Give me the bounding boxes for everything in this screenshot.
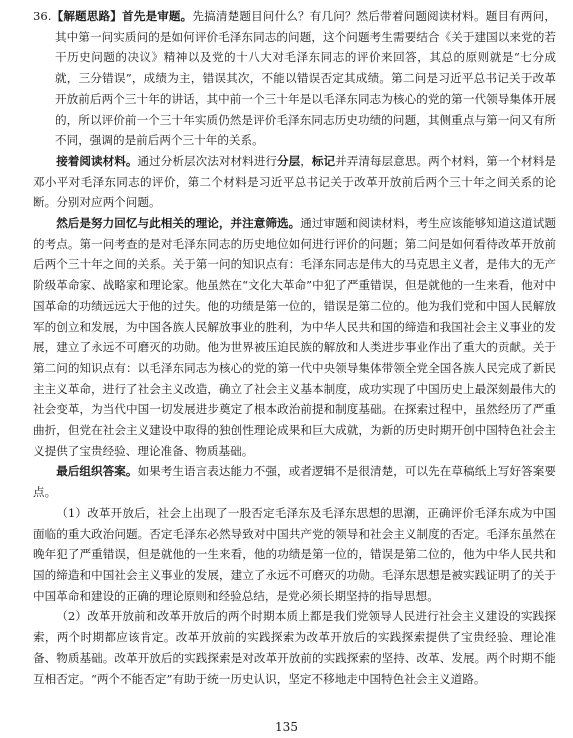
paragraph-theory [33,213,556,461]
paragraph-lead: 然后是努力回忆与此相关的理论，并注意筛选。 [56,216,301,231]
paragraph-review [33,6,556,151]
paragraph-text: 如果考生语言表达能力不强，或者逻辑不是很清楚，可以先在草稿纸上写好答案要点。 [33,464,556,500]
paragraph-text: 通过审题和阅读材料，考生应该能够知道这道试题的考点。第一问考查的是对毛泽东同志的历史地位如何进行评价的问题；第二问是如何看待改革开放前后两个三十年之间的关系。关于第一问的知识点有：毛泽东同志是伟大的马克思主义者，是伟大的无产阶级革命家、战略家和理论家。他虽然在“文化大革命”中犯了严重错误，但是就他的一生来看，他对中国革命的功绩远远大于他的过失。他的功绩是第一位的，错误是第二位的。他为我们党和中国人民解放军的创立和发展，为中国各族人民解放事业的胜利，为中华人民共和国的缔造和我国社会主义事业的发展，建立了永远不可磨灭的功勋。他为世界被压迫民族的解放和人类进步事业作出了重大的贡献。关于第二问的知识点有：以毛泽东同志为核心的党的第一代中央领导集体带领全党全国各族人民完成了新民主主义革命，进行了社会主义改造，确立了社会主义基本制度，成功实现了中国历史上最深刻最伟大的社会变革，为当代中国一切发展进步奠定了根本政治前提和制度基础。在探索过程中，虽然经历了严重曲折，但党在社会主义建设中取得的独创性理论成果和巨大成就，为新的历史时期开创中国特色社会主义提供了宝贵经验、理论准备、物质基础。 [33,216,556,458]
paragraph-text: 并弄清每层意思。两个材料，第一个材料是邓小平对毛泽东同志的评价，第二个材料是习近平总书记关于改革开放前后两个三十年之间关系的论断。分别对应两个问题。 [33,153,556,210]
paragraph-answer [33,461,556,502]
section-tag: 【解题思路】 [51,9,122,23]
page-number: 135 [275,720,298,734]
paragraph-text: ， [300,153,312,168]
paragraph-lead: 最后组织答案。 [56,464,138,479]
paragraph-text: 先搞清楚题目问什么？有几问？然后带着问题阅读材料。题目有两问，其中第一问实质问的是如何评价毛泽东同志的问题，这个问题考生需要结合《关于建国以来党的若干历史问题的决议》精神以及党的十八大对毛泽东同志的评价来回答，其总的原则就是“七分成就，三分错误”，成绩为主，错误其次，不能以错误否定其成绩。第二问是习近平总书记关于改革开放前后两个三十年的讲话，其中前一个三十年是以毛泽东同志为核心的党的第一代领导集体开展的，所以评价前一个三十年实质仍然是评价毛泽东同志历史功绩的问题，其侧重点与第一问又有所不同，强调的是前后两个三十年的关系。 [55,9,556,148]
answer-point-2 [33,606,556,689]
paragraph-text: 改革开放后，社会上出现了一股否定毛泽东及毛泽东思想的思潮，正确评价毛泽东成为中国面临的重大政治问题。否定毛泽东必然导致对中国共产党的领导和社会主义制度的否定。毛泽东虽然在晚年犯了严重错误，但是就他的一生来看，他的功绩是第一位的，错误是第二位的，他为中华人民共和国的缔造和中国社会主义事业的发展，建立了永远不可磨灭的功勋。毛泽东思想是被实践证明了的关于中国革命和建设的正确的理论原则和经验总结，是党必须长期坚持的指导思想。 [33,505,556,603]
paragraph-text: 改革开放前和改革开放后的两个时期本质上都是我们党领导人民进行社会主义建设的实践探索，两个时期都应该肯定。改革开放前的实践探索为改革开放后的实践探索提供了宝贵经验、理论准备、物质基础。改革开放后的实践探索是对改革开放前的实践探索的坚持、改革、发展。两个时期不能互相否定。“两个不能否定”有助于统一历史认识，坚定不移地走中国特色社会主义道路。 [33,609,556,686]
paragraph-lead: 首先是审题。 [122,9,193,23]
paragraph-lead: 接着阅读材料。 [56,153,138,168]
emphasis-term: 分层 [277,153,301,168]
answer-label: （2） [56,609,88,624]
paragraph-reading [33,151,556,213]
paragraph-text: 通过分析层次法对材料进行 [137,153,278,168]
emphasis-term: 标记 [311,153,336,168]
answer-label: （1） [56,505,88,520]
answer-point-1 [33,503,556,607]
question-number: 36. [33,9,52,23]
